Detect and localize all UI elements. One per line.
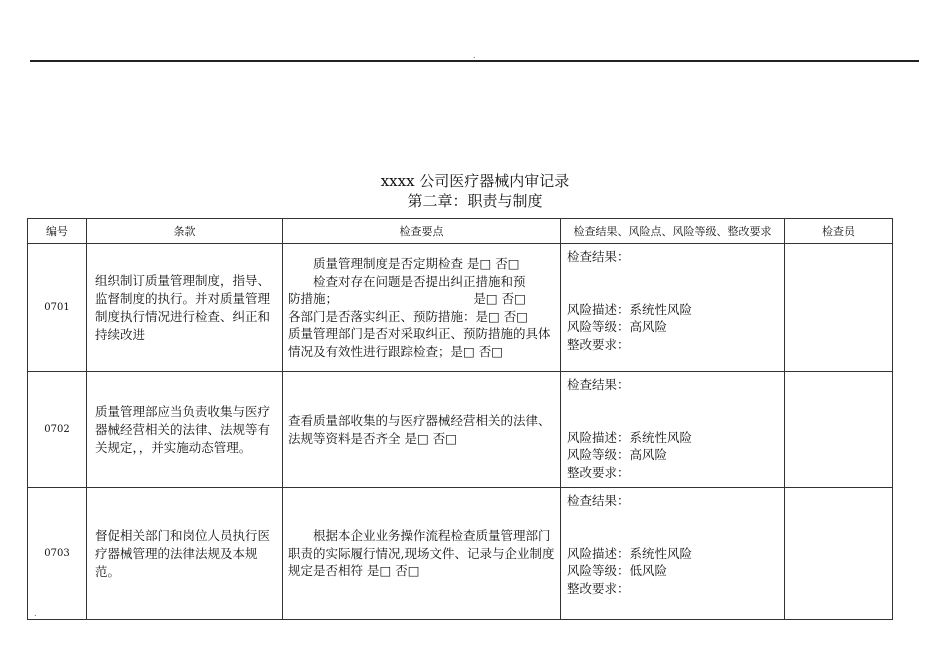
- row-code: 0701: [28, 244, 87, 372]
- risk-level: 风险等级：高风险: [567, 447, 668, 462]
- audit-table: [27, 218, 893, 620]
- check-point-line: 是□ 否□: [473, 291, 526, 306]
- row-check-points: [283, 372, 561, 488]
- check-point-line: 各部门是否落实纠正、预防措施：是□ 否□: [288, 308, 529, 324]
- row-code: 0702: [28, 372, 87, 488]
- row-check-points: [283, 244, 561, 372]
- check-point-line: 检查对存在问题是否提出纠正措施和预: [313, 273, 526, 289]
- table-row: [28, 372, 893, 488]
- row-clause: 督促相关部门和岗位人员执行医疗器械管理的法律法规及本规范。: [87, 488, 283, 620]
- check-point-line: 根据本企业业务操作流程检查质量管理部门职责的实际履行情况,现场文件、记录与企业制度规定是否相符 是□ 否□: [288, 528, 555, 579]
- footer-dot: .: [34, 609, 37, 618]
- result-label: 检查结果：: [567, 493, 630, 508]
- row-clause: 质量管理部应当负责收集与医疗器械经营相关的法律、法规等有关规定，，并实施动态管理。: [87, 372, 283, 488]
- row-clause: 组织制订质量管理制度，指导、监督制度的执行。并对质量管理制度执行情况进行检查、纠正和持续改进: [87, 244, 283, 372]
- chapter-title: 第二章：职责与制度: [407, 192, 543, 210]
- result-label: 检查结果：: [567, 249, 630, 264]
- row-result: [561, 372, 785, 488]
- risk-level: 风险等级：高风险: [567, 319, 668, 334]
- row-result: [561, 488, 785, 620]
- header-rule: [30, 60, 919, 62]
- table-header-row: [28, 219, 893, 244]
- row-code: 0703: [28, 488, 87, 620]
- row-check-points: [283, 488, 561, 620]
- check-point-line: 查看质量部收集的与医疗器械经营相关的法律、法规等资料是否齐全 是□ 否□: [288, 413, 551, 446]
- document-title: xxxx 公司医疗器械内审记录: [380, 172, 570, 190]
- rectification-requirement: 整改要求：: [567, 580, 630, 596]
- row-result: [561, 244, 785, 372]
- table-row: [28, 244, 893, 372]
- risk-description: 风险描述：系统性风险: [567, 301, 693, 317]
- rectification-requirement: 整改要求：: [567, 464, 630, 480]
- column-header-code: 编号: [28, 219, 87, 244]
- result-label: 检查结果：: [567, 377, 630, 392]
- check-point-line: 防措施；: [288, 291, 339, 306]
- check-point-line: 质量管理部门是否对采取纠正、预防措施的具体情况及有效性进行跟踪检查；是□ 否□: [288, 326, 551, 359]
- table-row: [28, 488, 893, 620]
- column-header-result: 检查结果、风险点、风险等级、整改要求: [561, 219, 785, 244]
- risk-description: 风险描述：系统性风险: [567, 429, 693, 445]
- column-header-points: 检查要点: [283, 219, 561, 244]
- rectification-requirement: 整改要求：: [567, 336, 630, 352]
- risk-description: 风险描述：系统性风险: [567, 545, 693, 561]
- row-inspector: [785, 244, 893, 372]
- column-header-clause: 条款: [87, 219, 283, 244]
- row-inspector: [785, 372, 893, 488]
- row-inspector: [785, 488, 893, 620]
- column-header-inspector: 检查员: [785, 219, 893, 244]
- risk-level: 风险等级：低风险: [567, 563, 668, 578]
- header-dot: .: [473, 51, 476, 60]
- check-point-line: 质量管理制度是否定期检查 是□ 否□: [313, 256, 520, 271]
